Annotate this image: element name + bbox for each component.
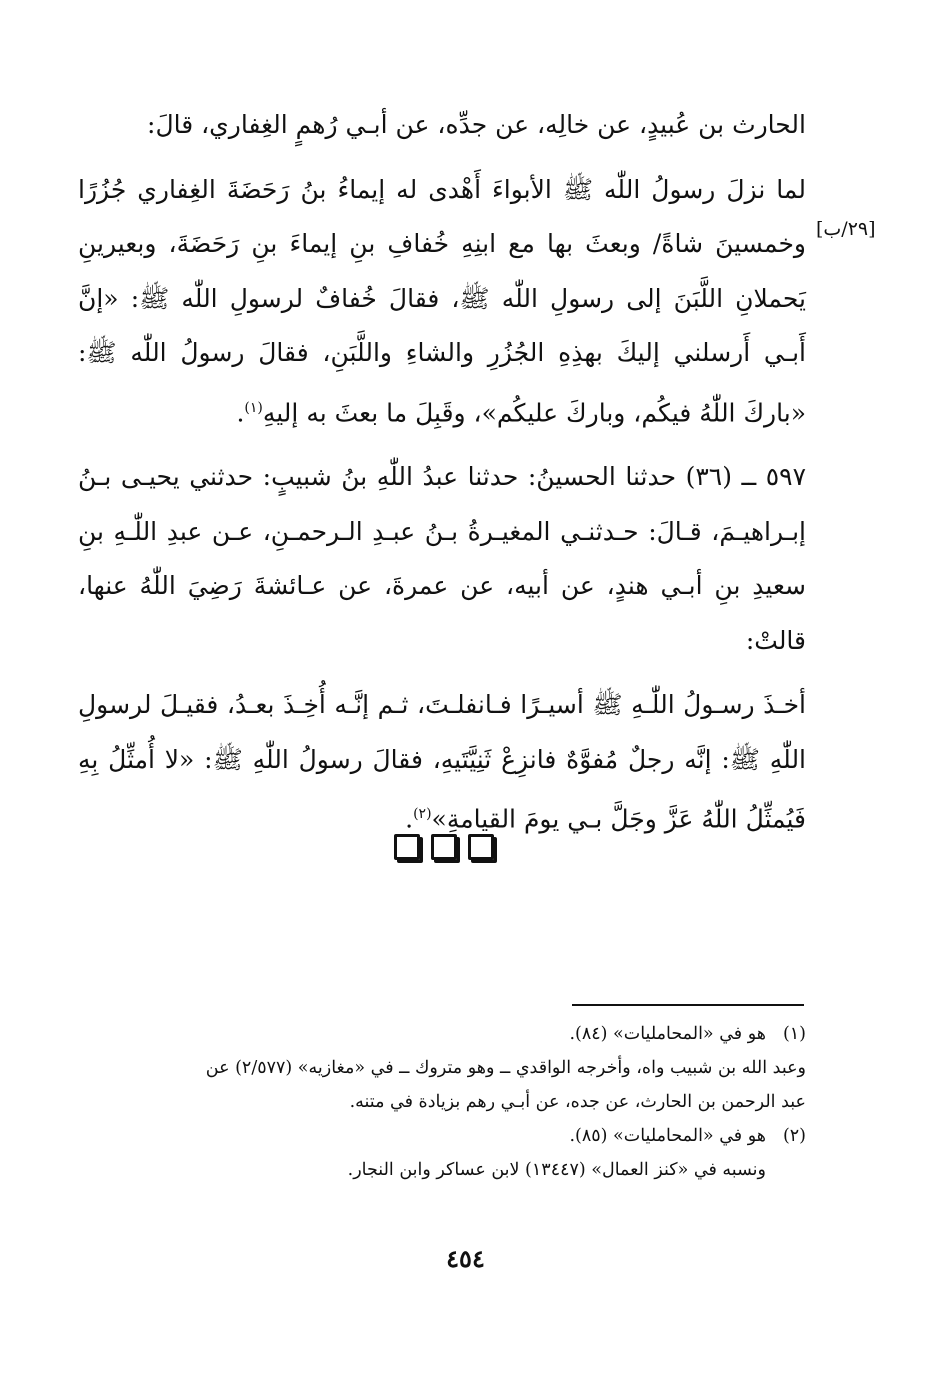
footnote-number: (١) — [782, 1024, 806, 1044]
text-line: «باركَ اللّٰهُ فيكُم، وباركَ عليكُم»، وقَبِلَ ما بعثَ به إليهِ — [262, 397, 806, 427]
footnotes — [78, 1017, 806, 1187]
square-ornament-icon — [431, 834, 457, 860]
text-line: «إنَّ أَبـي أَرسلني إليكَ بهذِهِ الجُزُرِ والشاءِ واللَّبَنِ، فقالَ رسولُ اللّٰه ﷺ: — [78, 283, 806, 367]
text-line: لرسولِ اللّٰهِ ﷺ: إنَّه رجلٌ مُفوَّهٌ فانزِعْ ثَنِيَّتَيهِ، فقالَ رسولُ اللّٰهِ ﷺ: «لا — [78, 690, 807, 774]
footnote-2-line: ونسبه في «كنز العمال» (١٣٤٤٧) لابن عساكر وابن النجار. — [347, 1160, 766, 1180]
footnote-number: (٢) — [782, 1126, 806, 1146]
paragraph-hadith-1 — [78, 163, 806, 441]
text-line: لما نزلَ رسولُ اللّٰه ﷺ الأبواءَ أَهْدى له إيماءُ بنُ رَحَضَةَ الغِفاري — [137, 174, 806, 204]
footnote-1-line: وعبد الله بن شبيب واه، وأخرجه الواقدي ــ وهو متروك ــ في «مغازيه» (٢/٥٧٧) عن — [205, 1058, 806, 1078]
sentence-end: . — [236, 397, 245, 427]
text-line: أُمثِّلُ بِهِ فَيُمثِّلُ اللّٰهُ عَزَّ وجَلَّ بـي يومَ القيامةِ» — [78, 744, 806, 834]
text-line: أخـذَ رسـولُ اللّٰـهِ ﷺ أسيـرًا فـانفلـتَ، ثـم إنَّـه أُخِـذَ بعـدُ، فقيـلَ — [159, 690, 806, 720]
sentence-end: . — [405, 804, 414, 834]
square-ornament-icon — [394, 834, 420, 860]
manuscript-folio-note: [٢٩/ب] — [816, 218, 876, 240]
footnote-ref-2: (٢) — [413, 806, 432, 823]
main-text — [78, 98, 806, 847]
text-line: الحارث بن عُبيدٍ، عن خالِه، عن جدِّه، عن أبـي رُهمٍ الغِفاري، قالَ: — [147, 110, 806, 139]
text-line: وبعيرينِ يَحملانِ اللَّبَنَ إلى رسولِ اللّٰه ﷺ، فقالَ خُفافٌ لرسولِ اللّٰه ﷺ: — [78, 229, 806, 313]
text-line: عبدِ اللّٰـهِ بنِ سعيدِ بنِ أبـي هندٍ، عن أبيه، عن عمرةَ، عن عـائشةَ — [78, 516, 806, 601]
footnote-text: هو في «المحامليات» (٨٥). — [569, 1126, 766, 1146]
footnote-2 — [78, 1119, 806, 1153]
paragraph-hadith-2 — [78, 678, 806, 847]
section-divider-ornament — [394, 834, 494, 860]
footnote-separator — [572, 1004, 804, 1006]
footnote-text: هو في «المحامليات» (٨٤). — [569, 1024, 766, 1044]
page-number: ٤٥٤ — [446, 1244, 485, 1273]
footnote-ref-1: (١) — [244, 399, 263, 416]
paragraph-intro — [78, 98, 806, 153]
text-line: رَضِيَ اللّٰهُ عنها، قالتْ: — [78, 571, 806, 655]
text-line: يحيـى بـنُ إبـراهيـمَ، قـالَ: حـدثنـي المغيـرةُ بـنُ عبـدِ الـرحمـنِ، عـن — [78, 462, 806, 546]
square-ornament-icon — [468, 834, 494, 860]
paragraph-isnad-597 — [78, 450, 806, 668]
text-line: ٥٩٧ ــ (٣٦) حدثنا الحسينُ: حدثنا عبدُ اللّٰهِ بنُ شبيبٍ: حدثني — [189, 462, 807, 492]
text-line: جُزُرًا وخمسينَ شاةً/ وبعثَ بها مع ابنِهِ خُفافِ بنِ إيماءَ بنِ رَحَضَةَ، — [78, 174, 806, 258]
footnote-1-line: عبد الرحمن بن الحارث، عن جده، عن أبـي رهم بزيادة في متنه. — [349, 1092, 806, 1112]
footnote-1 — [78, 1017, 806, 1051]
